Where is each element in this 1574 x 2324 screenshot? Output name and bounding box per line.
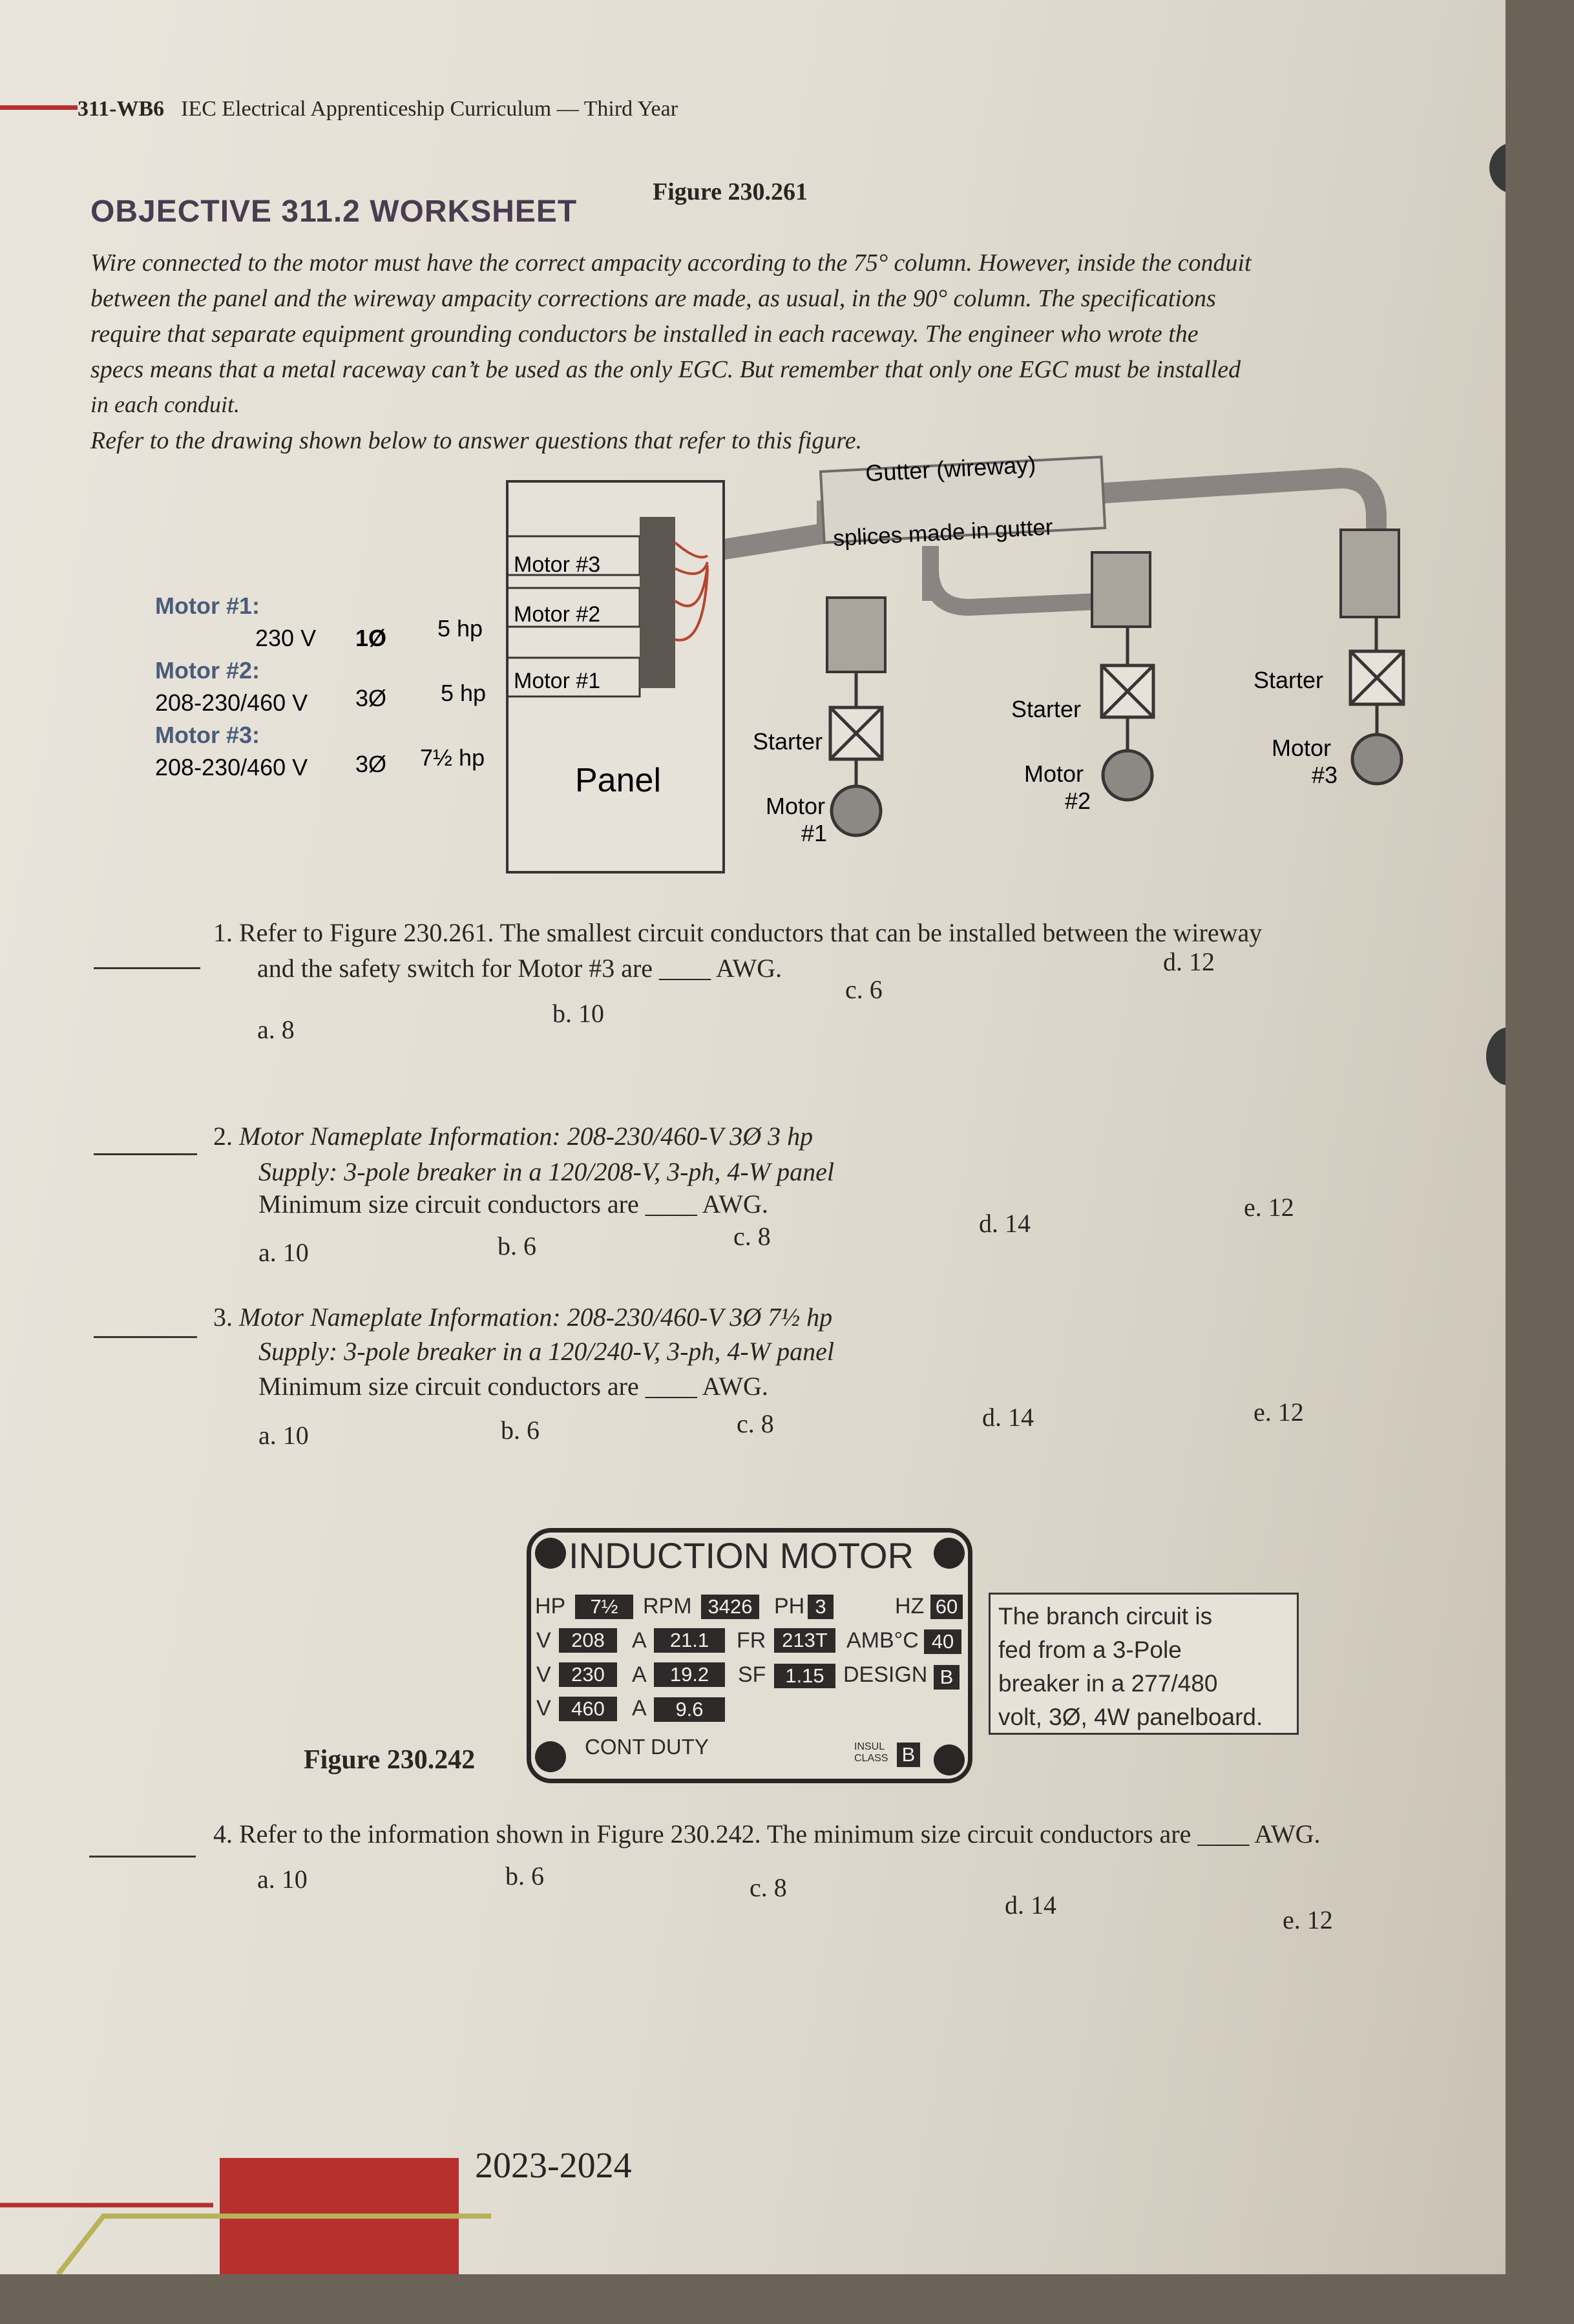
intro-line-3: require that separate equipment grounding conductors be installed in each raceway. The engineer who wrote the — [90, 320, 1199, 348]
nameplate-sf-label: SF — [738, 1662, 766, 1687]
nameplate-fr-value: 213T — [774, 1628, 835, 1653]
question-4-option-b[interactable]: b. 6 — [505, 1861, 544, 1890]
motor-label-motor2: Motor — [1024, 760, 1084, 787]
answer-blank-q1[interactable] — [94, 967, 200, 969]
footer-year: 2023-2024 — [475, 2146, 632, 2186]
intro-line-4: specs means that a metal raceway can’t be used as the only EGC. But remember that only one EGC must be installed — [90, 356, 1241, 383]
motor3-voltage: 208-230/460 V — [155, 754, 308, 780]
nameplate-amb-value: 40 — [924, 1629, 961, 1654]
disconnect-motor3 — [1341, 530, 1399, 617]
question-1-option-b[interactable]: b. 10 — [552, 999, 604, 1028]
question-2-option-d[interactable]: d. 14 — [979, 1209, 1031, 1238]
question-3-option-b[interactable]: b. 6 — [501, 1416, 540, 1445]
nameplate-ph-value: 3 — [808, 1595, 834, 1619]
intro-line-5: in each conduit. — [90, 392, 240, 417]
nameplate-v-value-1: 208 — [559, 1628, 617, 1653]
question-2-option-e[interactable]: e. 12 — [1244, 1193, 1294, 1222]
nameplate-rivet-tr — [934, 1538, 965, 1569]
motor-label-motor3: Motor — [1272, 735, 1332, 761]
answer-blank-q3[interactable] — [94, 1336, 197, 1338]
nameplate-insul-label — [854, 1741, 888, 1764]
starter-label-motor1: Starter — [753, 728, 823, 755]
nameplate-duty: CONT DUTY — [585, 1735, 709, 1759]
motor1-hp: 5 hp — [437, 615, 483, 642]
nameplate-a-value-2: 19.2 — [654, 1662, 725, 1687]
header-curriculum: IEC Electrical Apprenticeship Curriculum — Third Year — [181, 97, 678, 121]
nameplate-design-label: DESIGN — [843, 1662, 928, 1687]
question-4-number: 4. — [213, 1819, 233, 1848]
panel-row-motor2: Motor #2 — [514, 602, 601, 627]
nameplate-amb-label: AMB°C — [846, 1628, 919, 1653]
motor-label-motor1: Motor — [766, 793, 826, 819]
question-2-option-b[interactable]: b. 6 — [498, 1231, 536, 1261]
figure-230-261-diagram — [0, 0, 1506, 905]
question-1-line-1 — [213, 917, 1262, 948]
nameplate-sf-value: 1.15 — [774, 1664, 835, 1688]
motor2-name: Motor #2: — [155, 657, 260, 684]
figure-title-230-261: Figure 230.261 — [653, 178, 808, 205]
question-3-option-a[interactable]: a. 10 — [258, 1421, 309, 1450]
breaker-bank — [640, 517, 675, 688]
question-1-option-d[interactable]: d. 12 — [1163, 947, 1215, 976]
figure-title-230-242: Figure 230.242 — [304, 1745, 476, 1775]
nameplate-hz-label: HZ — [895, 1594, 925, 1618]
question-3-text-3: Minimum size circuit conductors are ____ AWG. — [258, 1372, 768, 1401]
footer-accent-lines — [0, 2184, 517, 2274]
question-3-text-1: Motor Nameplate Information: 208-230/460-V 3Ø 7½ hp — [239, 1303, 833, 1332]
nameplate-insul-value: B — [897, 1743, 920, 1767]
nameplate-v-value-2: 230 — [559, 1662, 617, 1687]
motor1-voltage: 230 V — [255, 625, 317, 651]
question-1-number: 1. — [213, 918, 233, 947]
panel-label: Panel — [575, 762, 661, 799]
branch-note-line-3: breaker in a 277/480 — [998, 1670, 1218, 1697]
branch-circuit-note — [989, 1593, 1299, 1735]
nameplate-rivet-tl — [535, 1538, 566, 1569]
gutter-label: Gutter (wireway) — [865, 451, 1037, 487]
question-4-line-1 — [213, 1819, 1321, 1849]
nameplate-a-value-1: 21.1 — [654, 1628, 725, 1653]
question-3-number: 3. — [213, 1303, 233, 1332]
question-4-option-d[interactable]: d. 14 — [1005, 1890, 1056, 1920]
question-3-line-1 — [213, 1302, 832, 1332]
motor3-symbol — [1352, 735, 1401, 784]
nameplate-hp-label: HP — [535, 1594, 566, 1618]
drop-motor2 — [930, 569, 1111, 607]
header-code: 311-WB6 — [78, 97, 165, 121]
question-4-option-e[interactable]: e. 12 — [1283, 1905, 1333, 1934]
nameplate-rpm-label: RPM — [643, 1594, 692, 1618]
nameplate-hp-value: 7½ — [575, 1595, 633, 1619]
question-2-number: 2. — [213, 1122, 233, 1151]
nameplate-v-label-1: V — [536, 1628, 551, 1653]
answer-blank-q4[interactable] — [89, 1856, 196, 1858]
motor-list — [155, 592, 486, 780]
motor1-phase: 1Ø — [355, 625, 387, 651]
nameplate-design-value: B — [934, 1665, 960, 1690]
question-1-option-a[interactable]: a. 8 — [257, 1015, 295, 1044]
intro-line-6: Refer to the drawing shown below to answer questions that refer to this figure. — [90, 427, 863, 454]
question-1-option-c[interactable]: c. 6 — [845, 975, 883, 1004]
question-1-text-1: Refer to Figure 230.261. The smallest circuit conductors that can be installed between the wireway — [239, 918, 1263, 947]
nameplate-v-label-3: V — [536, 1696, 551, 1721]
motor-number-1: #1 — [801, 820, 828, 846]
question-4-option-c[interactable]: c. 8 — [750, 1873, 787, 1902]
nameplate-title: INDUCTION MOTOR — [569, 1535, 914, 1576]
splices-label: splices made in gutter — [832, 514, 1054, 551]
question-3-option-d[interactable]: d. 14 — [982, 1403, 1034, 1432]
nameplate-ph-label: PH — [774, 1594, 805, 1618]
motor2-symbol — [1103, 751, 1152, 800]
nameplate-insul-label-2: CLASS — [854, 1753, 888, 1764]
question-4-text-1: Refer to the information shown in Figure 230.242. The minimum size circuit conductors are ____ AWG. — [239, 1819, 1321, 1848]
disconnect-motor1 — [827, 598, 885, 672]
motor3-hp: 7½ hp — [420, 744, 485, 771]
intro-line-1: Wire connected to the motor must have the correct ampacity according to the 75° column. However, inside the conduit — [90, 249, 1252, 277]
nameplate-fr-label: FR — [737, 1628, 766, 1653]
motor-number-3: #3 — [1312, 762, 1338, 788]
nameplate-a-label-2: A — [632, 1662, 647, 1687]
motor3-phase: 3Ø — [355, 751, 387, 777]
starter-label-motor3: Starter — [1254, 667, 1324, 693]
question-2-option-c[interactable]: c. 8 — [733, 1222, 771, 1251]
nameplate-v-value-3: 460 — [559, 1697, 617, 1721]
starter-label-motor2: Starter — [1011, 696, 1082, 722]
motor1-name: Motor #1: — [155, 592, 260, 619]
question-2-text-3: Minimum size circuit conductors are ____ AWG. — [258, 1189, 768, 1219]
nameplate-rivet-bl — [535, 1741, 566, 1772]
motor2-phase: 3Ø — [355, 685, 387, 711]
intro-line-2: between the panel and the wireway ampacity corrections are made, as usual, in the 90° column. The specifications — [90, 285, 1216, 312]
binder-hole-middle — [1486, 1027, 1506, 1085]
nameplate-a-value-3: 9.6 — [654, 1697, 725, 1722]
answer-blank-q2[interactable] — [94, 1153, 197, 1155]
motor1-symbol — [832, 786, 881, 835]
question-3-option-c[interactable]: c. 8 — [737, 1409, 774, 1438]
motor2-hp: 5 hp — [441, 680, 487, 706]
question-2-text-2: Supply: 3-pole breaker in a 120/208-V, 3-ph, 4-W panel — [258, 1157, 834, 1186]
nameplate-rivet-br — [934, 1744, 965, 1775]
branch-note-line-1: The branch circuit is — [998, 1603, 1213, 1629]
branch-note-line-4: volt, 3Ø, 4W panelboard. — [998, 1704, 1263, 1730]
branch-note-line-2: fed from a 3-Pole — [998, 1637, 1182, 1663]
panel-row-motor3: Motor #3 — [514, 552, 601, 577]
disconnect-motor2 — [1092, 552, 1150, 627]
nameplate-v-label-2: V — [536, 1662, 551, 1687]
nameplate-a-label-1: A — [632, 1628, 647, 1653]
question-2-option-a[interactable]: a. 10 — [258, 1238, 309, 1267]
question-2-text-1: Motor Nameplate Information: 208-230/460-V 3Ø 3 hp — [239, 1122, 813, 1151]
nameplate-insul-label-1: INSUL — [854, 1741, 885, 1752]
question-1-text-2: and the safety switch for Motor #3 are ____ AWG. — [257, 954, 782, 983]
question-4-option-a[interactable]: a. 10 — [257, 1865, 308, 1894]
panel-row-motor1: Motor #1 — [514, 669, 601, 693]
motor3-name: Motor #3: — [155, 722, 260, 748]
question-3-text-2: Supply: 3-pole breaker in a 120/240-V, 3-ph, 4-W panel — [258, 1337, 834, 1366]
nameplate-hz-value: 60 — [930, 1595, 963, 1619]
question-2-line-1 — [213, 1121, 813, 1151]
question-3-option-e[interactable]: e. 12 — [1254, 1398, 1304, 1427]
nameplate-rpm-value: 3426 — [701, 1595, 759, 1619]
motor2-voltage: 208-230/460 V — [155, 689, 308, 716]
objective-title: OBJECTIVE 311.2 WORKSHEET — [90, 194, 578, 229]
motor-number-2: #2 — [1065, 788, 1091, 814]
nameplate-a-label-3: A — [632, 1696, 647, 1721]
